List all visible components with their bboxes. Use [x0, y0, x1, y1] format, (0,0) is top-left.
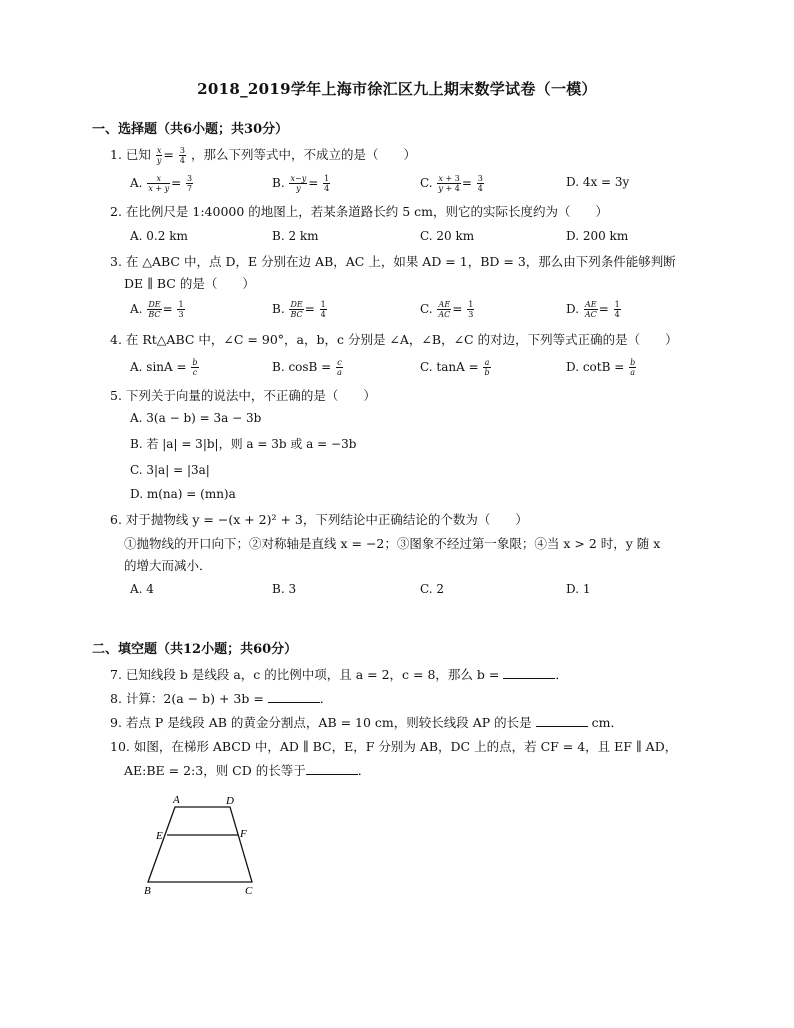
q10-stem: AE:BE = 2:3，则 CD 的长等于 — [124, 763, 306, 778]
q8-stem: 8. 计算：2(a − b) + 3b = — [110, 691, 264, 706]
q1-option-c-label: C. — [420, 176, 433, 190]
q9-end: cm． — [591, 715, 623, 730]
q2-option-d[interactable]: D. 200 km — [566, 229, 629, 243]
q4-option-b[interactable]: B. cosB = $\frac{c}{a}$ — [272, 358, 342, 377]
q10-answer-blank[interactable] — [306, 762, 358, 775]
question-8 — [110, 690, 332, 707]
q4-option-a-label: A. sinA = — [130, 360, 187, 374]
q1-given-fraction: $\frac{x}{y}$ — [156, 146, 162, 165]
q4-option-c-label: C. tanA = — [420, 360, 479, 374]
question-9 — [110, 714, 623, 731]
q4-option-c[interactable]: C. tanA = $\frac{a}{b}$ — [420, 358, 490, 377]
q8-answer-blank[interactable] — [268, 690, 320, 703]
section-choice-heading: 一、选择题（共6小题；共30分） — [92, 122, 289, 137]
section-fill-heading: 二、填空题（共12小题；共60分） — [92, 642, 298, 657]
question-3-line-2: DE ∥ BC 的是（ ） — [124, 276, 255, 291]
q1-stem-pre: 1. 已知 — [110, 147, 151, 162]
vertex-label-f: F — [240, 828, 247, 840]
q3-option-b-label: B. — [272, 302, 285, 316]
q2-option-a[interactable]: A. 0.2 km — [130, 229, 188, 243]
q3-option-c[interactable]: C. $\frac{AE}{AC}$ = $\frac{1}{3}$ — [420, 300, 474, 319]
q2-option-b[interactable]: B. 2 km — [272, 229, 319, 243]
trapezoid-outline — [148, 807, 252, 882]
q4-option-a[interactable]: A. sinA = $\frac{b}{c}$ — [130, 358, 198, 377]
q5-option-a[interactable]: A. 3(a − b) = 3a − 3b — [130, 411, 262, 425]
q3-option-d[interactable]: D. $\frac{AE}{AC}$ = $\frac{1}{4}$ — [566, 300, 620, 319]
q3-option-a[interactable]: A. $\frac{DE}{BC}$ = $\frac{1}{3}$ — [130, 300, 184, 319]
trapezoid-figure — [140, 790, 265, 900]
q6-option-d[interactable]: D. 1 — [566, 582, 591, 596]
q1-option-a-label: A. — [130, 176, 143, 190]
question-10-line-2 — [124, 762, 370, 779]
q8-end: ． — [319, 691, 333, 706]
vertex-label-d: D — [226, 795, 234, 807]
q3-option-a-label: A. — [130, 302, 143, 316]
q9-answer-blank[interactable] — [536, 714, 588, 727]
q1-option-d[interactable]: D. 4x = 3y — [566, 175, 630, 189]
q1-given-value: $\frac{3}{4}$ — [179, 146, 185, 165]
q10-end: ． — [357, 763, 371, 778]
question-7 — [110, 666, 568, 683]
vertex-label-a: A — [173, 794, 180, 806]
q5-option-b[interactable]: B. 若 |a| = 3|b|，则 a = 3b 或 a = −3b — [130, 437, 357, 451]
q2-option-c[interactable]: C. 20 km — [420, 229, 475, 243]
question-5: 5. 下列关于向量的说法中，不正确的是（ ） — [110, 388, 376, 403]
q1-option-b-label: B. — [272, 176, 285, 190]
q1-option-a[interactable]: A. $\frac{x}{x + y}$ = $\frac{3}{7}$ — [130, 174, 193, 193]
question-6-line-1: 6. 对于抛物线 y = −(x + 2)² + 3，下列结论中正确结论的个数为（ ） — [110, 512, 528, 527]
q5-option-d[interactable]: D. m(na) = (mn)a — [130, 487, 236, 501]
page-title: 2018_2019学年上海市徐汇区九上期末数学试卷（一模） — [197, 80, 597, 98]
question-6-line-2: ①抛物线的开口向下；②对称轴是直线 x = −2；③图象不经过第一象限；④当 x > 2 时，y 随 x — [124, 536, 661, 551]
q7-end: ． — [555, 667, 568, 682]
question-3-line-1: 3. 在 △ABC 中，点 D，E 分别在边 AB，AC 上，如果 AD = 1，BD = 3，那么由下列条件能够判断 — [110, 254, 676, 269]
q3-option-c-label: C. — [420, 302, 433, 316]
q6-option-a[interactable]: A. 4 — [130, 582, 154, 596]
vertex-label-c: C — [245, 885, 253, 897]
q6-option-c[interactable]: C. 2 — [420, 582, 445, 596]
q4-option-d-label: D. cotB = — [566, 360, 625, 374]
q1-option-c[interactable]: C. $\frac{x + 3}{y + 4}$ = $\frac{3}{4}$ — [420, 174, 483, 193]
question-6-line-3: 的增大而减小． — [124, 558, 212, 573]
question-10-line-1: 10. 如图，在梯形 ABCD 中，AD ∥ BC，E，F 分别为 AB，DC 上的点，若 CF = 4，且 EF ∥ AD， — [110, 739, 678, 754]
q4-option-d[interactable]: D. cotB = $\frac{b}{a}$ — [566, 358, 636, 377]
q6-option-b[interactable]: B. 3 — [272, 582, 297, 596]
q3-option-b[interactable]: B. $\frac{DE}{BC}$ = $\frac{1}{4}$ — [272, 300, 326, 319]
q7-answer-blank[interactable] — [503, 666, 555, 679]
q9-stem: 9. 若点 P 是线段 AB 的黄金分割点，AB = 10 cm，则较长线段 AP 的长是 — [110, 715, 532, 730]
question-1: 1. 已知 $\frac{x}{y}$ = $\frac{3}{4}$ ，那么下列等式中，不成立的是（ ） — [110, 146, 416, 165]
vertex-label-b: B — [144, 885, 151, 897]
q1-stem-post: ，那么下列等式中，不成立的是（ ） — [190, 147, 416, 162]
vertex-label-e: E — [156, 830, 163, 842]
q5-option-c[interactable]: C. 3|a| = |3a| — [130, 463, 210, 477]
q4-option-b-label: B. cosB = — [272, 360, 332, 374]
q1-option-b[interactable]: B. $\frac{x-y}{y}$ = $\frac{1}{4}$ — [272, 174, 330, 193]
question-2: 2. 在比例尺是 1:40000 的地图上，若某条道路长约 5 cm，则它的实际长度约为（ ） — [110, 204, 609, 219]
q3-option-d-label: D. — [566, 302, 580, 316]
q7-stem: 7. 已知线段 b 是线段 a，c 的比例中项，且 a = 2，c = 8，那么 b = — [110, 667, 500, 682]
question-4: 4. 在 Rt△ABC 中，∠C = 90°，a，b，c 分别是 ∠A，∠B，∠C 的对边，下列等式正确的是（ ） — [110, 332, 678, 347]
